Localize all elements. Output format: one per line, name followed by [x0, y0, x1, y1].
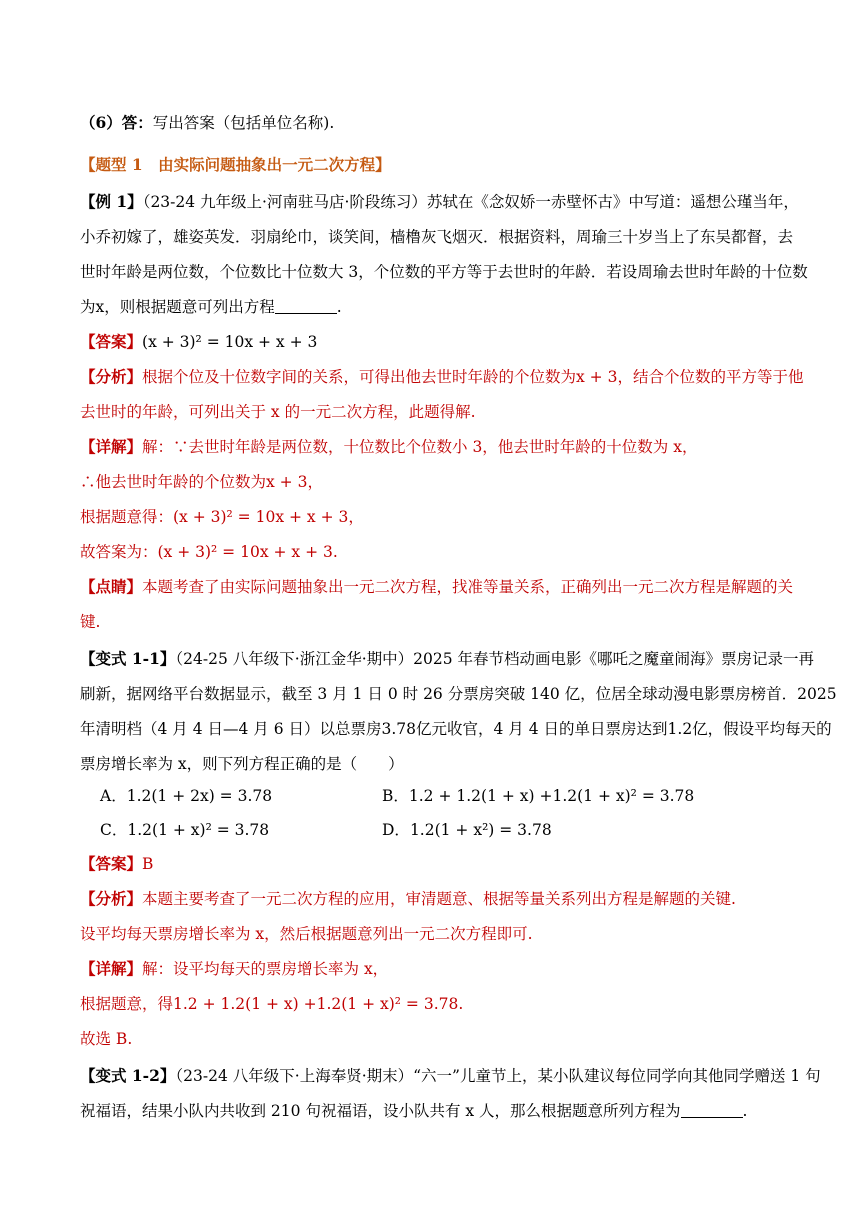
variant1-1-line-1 — [80, 648, 814, 670]
variant1-1-analysis-1 — [80, 888, 796, 910]
step6-text: 写出答案（包括单位名称). — [152, 114, 335, 132]
example1-line-1 — [80, 191, 799, 213]
option-a-letter: A． — [100, 787, 127, 805]
variant1-1-answer — [80, 853, 796, 875]
variant1-1-analysis-2: 设平均每天票房增长率为 x，然后根据题意列出一元二次方程即可. — [80, 925, 533, 943]
option-a-text: 1.2(1 + 2x) = 3.78 — [126, 787, 273, 805]
example1-comment-2: 键. — [80, 613, 101, 631]
example1-detail-2: ∴他去世时年龄的个位数为x + 3， — [80, 473, 323, 491]
variant1-2-label: 【变式 1-2】 — [80, 1066, 176, 1085]
variant1-1-detail-3: 故选 B. — [80, 1030, 133, 1048]
analysis-label: 【分析】 — [80, 889, 143, 908]
example1-detail-1 — [80, 436, 796, 458]
example1-comment-1 — [80, 576, 796, 598]
option-d-letter: D． — [382, 821, 410, 839]
option-b-text: 1.2 + 1.2(1 + x) +1.2(1 + x)² = 3.78 — [408, 787, 695, 805]
step6-line — [80, 112, 796, 134]
example1-period: . — [336, 298, 342, 316]
variant1-1-line-4: 票房增长率为 x，则下列方程正确的是（ ） — [80, 755, 404, 773]
example1-text: （23-24 九年级上·河南驻马店·阶段练习）苏轼在《念奴娇一赤壁怀古》中写道：遥想公瑾当年， — [142, 193, 799, 211]
detail-label: 【详解】 — [80, 437, 143, 456]
variant1-2-text: （23-24 八年级下·上海奉贤·期末）“六一”儿童节上，某小队建议每位同学向其他同学赠送 1 句 — [175, 1067, 821, 1085]
option-b — [382, 785, 694, 807]
analysis-text: 根据个位及十位数字间的关系，可得出他去世时年龄的个位数为x + 3，结合个位数的平方等于他 — [142, 368, 804, 386]
detail-label: 【详解】 — [80, 959, 143, 978]
example1-detail-3: 根据题意得：(x + 3)² = 10x + x + 3， — [80, 508, 364, 526]
example1-answer — [80, 331, 796, 353]
example1-label: 【例 1】 — [80, 192, 143, 211]
analysis-label: 【分析】 — [80, 367, 143, 386]
detail-text: 解：设平均每天的票房增长率为 x， — [142, 960, 389, 978]
answer-label: 【答案】 — [80, 332, 143, 351]
variant1-2-line-1 — [80, 1065, 821, 1087]
example1-question: 为x，则根据题意可列出方程 — [80, 298, 275, 316]
variant1-1-detail-1 — [80, 958, 796, 980]
option-d-text: 1.2(1 + x²) = 3.78 — [409, 821, 552, 839]
answer-text: B — [142, 855, 154, 873]
section-title: 【题型 1 由实际问题抽象出一元二次方程】 — [80, 155, 391, 174]
comment-text: 本题考查了由实际问题抽象出一元二次方程，找准等量关系，正确列出一元二次方程是解题的关 — [142, 578, 794, 596]
example1-line-2: 小乔初嫁了，雄姿英发．羽扇纶巾，谈笑间，樯橹灰飞烟灭．根据资料，周瑜三十岁当上了东吴都督，去 — [80, 228, 794, 246]
variant1-2-line-2 — [80, 1100, 796, 1122]
answer-label: 【答案】 — [80, 854, 143, 873]
example1-analysis-1 — [80, 366, 804, 388]
answer-text: (x + 3)² = 10x + x + 3 — [142, 333, 318, 351]
example1-line-4 — [80, 296, 796, 318]
variant1-1-line-3: 年清明档（4 月 4 日—4 月 6 日）以总票房3.78亿元收官，4 月 4 日的单日票房达到1.2亿，假设平均每天的 — [80, 720, 832, 738]
variant1-1-text: （24-25 八年级下·浙江金华·期中）2025 年春节档动画电影《哪吒之魔童闹海》票房记录一再 — [175, 650, 814, 668]
variant1-1-detail-2: 根据题意，得1.2 + 1.2(1 + x) +1.2(1 + x)² = 3.78. — [80, 995, 464, 1013]
example1-line-3: 世时年龄是两位数，个位数比十位数大 3，个位数的平方等于去世时的年龄．若设周瑜去世时年龄的十位数 — [80, 263, 808, 281]
comment-label: 【点睛】 — [80, 577, 143, 596]
option-c-text: 1.2(1 + x)² = 3.78 — [127, 821, 270, 839]
answer-blank — [275, 299, 337, 314]
option-c — [100, 819, 269, 841]
option-a — [100, 785, 272, 807]
variant1-2-period: . — [742, 1102, 748, 1120]
detail-text: 解：∵去世时年龄是两位数，十位数比个位数小 3，他去世时年龄的十位数为 x， — [142, 438, 698, 456]
example1-detail-4: 故答案为：(x + 3)² = 10x + x + 3. — [80, 543, 338, 561]
answer-blank — [681, 1103, 743, 1118]
variant1-1-label: 【变式 1-1】 — [80, 649, 176, 668]
option-d — [382, 819, 552, 841]
example1-analysis-2: 去世时的年龄，可列出关于 x 的一元二次方程，此题得解. — [80, 403, 476, 421]
step6-label: （6）答： — [80, 113, 153, 132]
option-b-letter: B． — [382, 787, 409, 805]
variant1-2-question: 祝福语，结果小队内共收到 210 句祝福语，设小队共有 x 人，那么根据题意所列方程为 — [80, 1102, 681, 1120]
option-c-letter: C． — [100, 821, 128, 839]
variant1-1-line-2: 刷新，据网络平台数据显示，截至 3 月 1 日 0 时 26 分票房突破 140 亿，位居全球动漫电影票房榜首．2025 — [80, 685, 837, 703]
analysis-text: 本题主要考查了一元二次方程的应用，审清题意、根据等量关系列出方程是解题的关键. — [142, 890, 736, 908]
